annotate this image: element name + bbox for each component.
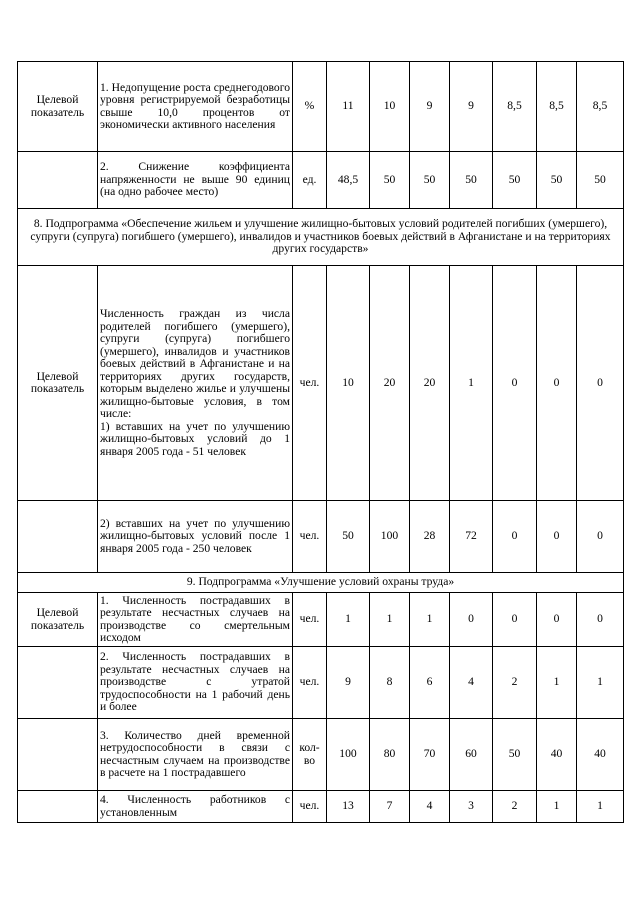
indicator-value: 1 bbox=[410, 593, 450, 647]
indicator-value: 80 bbox=[370, 719, 410, 791]
indicator-value: 13 bbox=[327, 791, 370, 823]
indicator-value: 48,5 bbox=[327, 152, 370, 209]
indicator-value: 50 bbox=[577, 152, 624, 209]
indicator-value: 1 bbox=[370, 593, 410, 647]
indicator-description bbox=[98, 62, 293, 152]
table-row bbox=[18, 501, 624, 573]
indicator-unit: чел. bbox=[293, 501, 327, 573]
indicator-label bbox=[18, 647, 98, 719]
indicator-unit: чел. bbox=[293, 791, 327, 823]
indicator-value: 40 bbox=[577, 719, 624, 791]
indicator-description-line: 2) вставших на учет по улучшению жилищно-бытовых условий после 1 января 2005 года - 250 человек bbox=[100, 516, 290, 555]
indicator-description-line: Численность граждан из числа родителей погибшего (умершего), супруги (супруга) погибшего (умершего), инвалидов и участников боевых действий в Афганистане и на территориях других государств, которым выделено жилье и улучшены жилищно-бытовые условия, в том числе: bbox=[100, 307, 290, 420]
section-row bbox=[18, 209, 624, 266]
indicator-description-line: 2. Снижение коэффициента напряженности не выше 90 единиц (на одно рабочее место) bbox=[100, 160, 290, 199]
indicator-value: 9 bbox=[450, 62, 493, 152]
indicator-value: 10 bbox=[370, 62, 410, 152]
indicator-label bbox=[18, 152, 98, 209]
section-row bbox=[18, 573, 624, 593]
indicator-value: 72 bbox=[450, 501, 493, 573]
indicator-value: 40 bbox=[537, 719, 577, 791]
table-row bbox=[18, 266, 624, 501]
indicators-table bbox=[17, 61, 624, 823]
indicator-description bbox=[98, 593, 293, 647]
indicator-value: 0 bbox=[577, 593, 624, 647]
indicator-unit: чел. bbox=[293, 647, 327, 719]
indicator-value: 4 bbox=[410, 791, 450, 823]
indicator-label: Целевой показатель bbox=[18, 593, 98, 647]
table-row bbox=[18, 593, 624, 647]
indicator-value: 9 bbox=[410, 62, 450, 152]
indicator-value: 1 bbox=[450, 266, 493, 501]
indicator-value: 6 bbox=[410, 647, 450, 719]
table-row bbox=[18, 62, 624, 152]
indicator-description-line: 4. Численность работников с установленным bbox=[100, 793, 290, 819]
table-row bbox=[18, 719, 624, 791]
indicator-description bbox=[98, 719, 293, 791]
indicator-value: 0 bbox=[450, 593, 493, 647]
indicator-value: 0 bbox=[493, 266, 537, 501]
indicator-description bbox=[98, 647, 293, 719]
indicator-value: 8,5 bbox=[577, 62, 624, 152]
indicator-value: 9 bbox=[327, 647, 370, 719]
indicator-value: 1 bbox=[537, 791, 577, 823]
indicator-value: 0 bbox=[537, 266, 577, 501]
indicator-label bbox=[18, 719, 98, 791]
indicator-value: 50 bbox=[537, 152, 577, 209]
indicator-value: 0 bbox=[577, 266, 624, 501]
indicator-value: 100 bbox=[370, 501, 410, 573]
indicators-table-body bbox=[18, 62, 624, 823]
indicator-value: 7 bbox=[370, 791, 410, 823]
indicator-label: Целевой показатель bbox=[18, 62, 98, 152]
indicator-value: 3 bbox=[450, 791, 493, 823]
indicator-description-line: 3. Количество дней временной нетрудоспособности в связи с несчастным случаем на производстве в расчете на 1 пострадавшего bbox=[100, 728, 290, 779]
indicator-value: 2 bbox=[493, 791, 537, 823]
indicator-value: 20 bbox=[370, 266, 410, 501]
indicator-value: 0 bbox=[577, 501, 624, 573]
subprogram-title: 9. Подпрограмма «Улучшение условий охраны труда» bbox=[18, 573, 624, 593]
indicator-label: Целевой показатель bbox=[18, 266, 98, 501]
indicator-value: 8 bbox=[370, 647, 410, 719]
indicator-value: 50 bbox=[370, 152, 410, 209]
table-row bbox=[18, 647, 624, 719]
indicator-value: 70 bbox=[410, 719, 450, 791]
indicator-label bbox=[18, 501, 98, 573]
indicator-value: 0 bbox=[493, 501, 537, 573]
indicator-description bbox=[98, 791, 293, 823]
indicator-value: 50 bbox=[493, 719, 537, 791]
table-row bbox=[18, 152, 624, 209]
indicator-label bbox=[18, 791, 98, 823]
indicator-value: 2 bbox=[493, 647, 537, 719]
subprogram-title: 8. Подпрограмма «Обеспечение жильем и улучшение жилищно-бытовых условий родителей погибших (умершего), супруги (супруга) погибшего (умершего), инвалидов и участников боевых действий в Афганистане и на территориях других государств» bbox=[18, 209, 624, 266]
indicator-value: 50 bbox=[327, 501, 370, 573]
indicator-unit: чел. bbox=[293, 593, 327, 647]
indicator-value: 4 bbox=[450, 647, 493, 719]
indicator-description-line: 1. Численность пострадавших в результате несчастных случаев на производстве со смертельным исходом bbox=[100, 593, 290, 644]
indicator-value: 8,5 bbox=[493, 62, 537, 152]
indicator-description bbox=[98, 501, 293, 573]
indicator-description-line: 1. Недопущение роста среднегодового уровня регистрируемой безработицы свыше 10,0 процентов от экономически активного населения bbox=[100, 80, 290, 131]
indicator-value: 28 bbox=[410, 501, 450, 573]
indicator-value: 100 bbox=[327, 719, 370, 791]
indicator-value: 8,5 bbox=[537, 62, 577, 152]
indicator-unit: ед. bbox=[293, 152, 327, 209]
indicator-value: 0 bbox=[537, 593, 577, 647]
indicator-value: 0 bbox=[537, 501, 577, 573]
indicator-description bbox=[98, 266, 293, 501]
indicator-value: 50 bbox=[410, 152, 450, 209]
indicator-value: 10 bbox=[327, 266, 370, 501]
indicator-value: 60 bbox=[450, 719, 493, 791]
indicator-value: 1 bbox=[577, 647, 624, 719]
indicator-value: 20 bbox=[410, 266, 450, 501]
indicator-unit: чел. bbox=[293, 266, 327, 501]
indicator-description-line: 1) вставших на учет по улучшению жилищно-бытовых условий до 1 января 2005 года - 51 человек bbox=[100, 419, 290, 458]
table-row bbox=[18, 791, 624, 823]
indicator-description bbox=[98, 152, 293, 209]
indicator-description-line: 2. Численность пострадавших в результате несчастных случаев на производстве с утратой трудоспособности на 1 рабочий день и более bbox=[100, 650, 290, 714]
indicator-unit: % bbox=[293, 62, 327, 152]
indicator-value: 1 bbox=[577, 791, 624, 823]
indicator-value: 50 bbox=[493, 152, 537, 209]
indicator-value: 1 bbox=[537, 647, 577, 719]
indicator-value: 1 bbox=[327, 593, 370, 647]
indicator-value: 11 bbox=[327, 62, 370, 152]
indicator-value: 50 bbox=[450, 152, 493, 209]
indicator-unit: кол-во bbox=[293, 719, 327, 791]
indicator-value: 0 bbox=[493, 593, 537, 647]
